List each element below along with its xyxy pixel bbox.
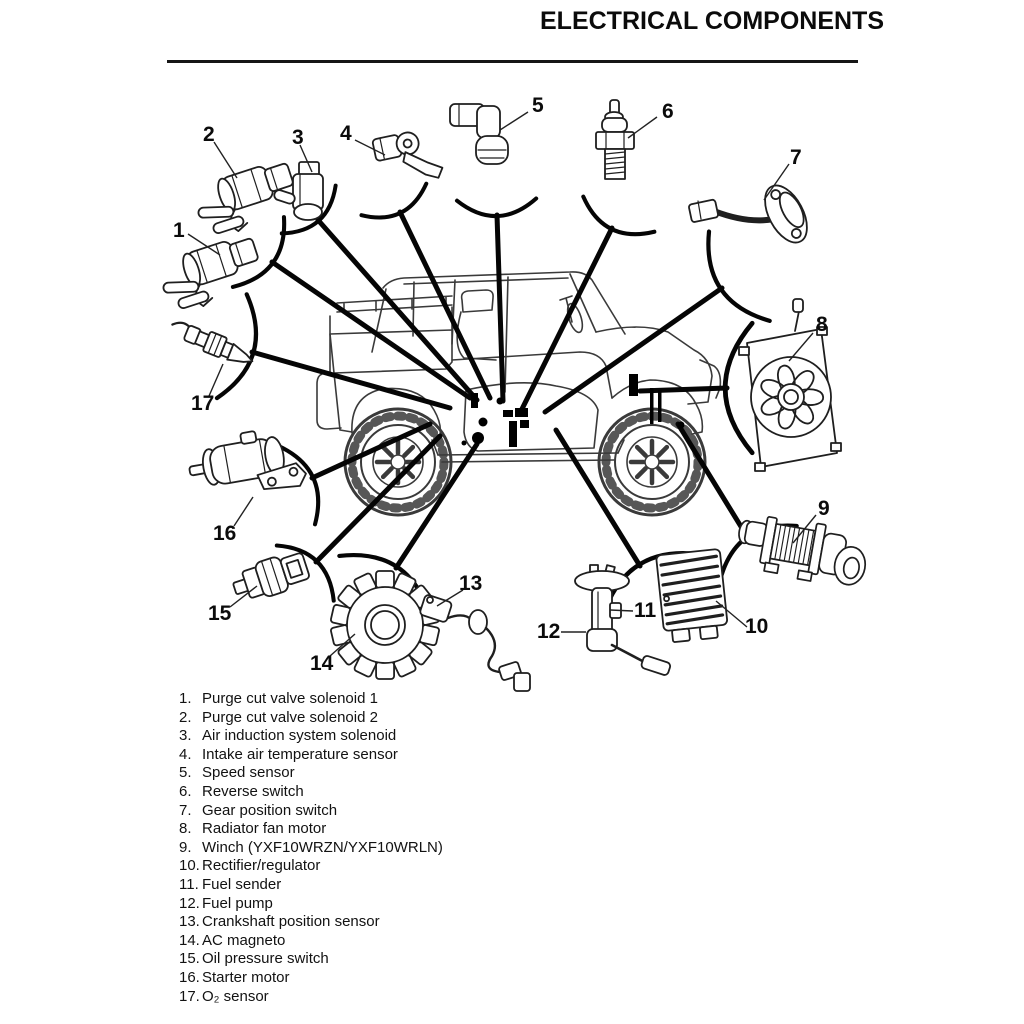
legend-item-7 <box>179 802 443 821</box>
legend-item-9 <box>179 839 443 858</box>
legend-item-2 <box>179 709 443 728</box>
legend-item-number: 11. <box>179 875 199 893</box>
legend-item-6 <box>179 783 443 802</box>
legend-item-label: AC magneto <box>202 931 286 949</box>
rectifier-regulator-illustration <box>656 549 729 643</box>
legend-item-label: Crankshaft position sensor <box>202 913 380 931</box>
callout-number-3: 3 <box>292 126 304 149</box>
legend-item-1 <box>179 690 443 709</box>
legend-item-label: Intake air temperature sensor <box>202 745 398 763</box>
legend-item-number: 14. <box>179 931 200 949</box>
legend-item-label: Speed sensor <box>202 764 295 782</box>
legend-item-11 <box>179 876 443 895</box>
page-title: ELECTRICAL COMPONENTS <box>540 7 884 35</box>
callout-number-16: 16 <box>213 522 237 545</box>
legend-item-label: Air induction system solenoid <box>202 727 397 745</box>
legend-item-label: Gear position switch <box>202 801 338 819</box>
legend-item-label: Rectifier/regulator <box>202 857 321 875</box>
legend-item-number: 17. <box>179 987 200 1005</box>
legend-item-number: 1. <box>179 690 192 707</box>
legend <box>179 690 443 1006</box>
callout-number-9: 9 <box>818 497 830 520</box>
legend-item-5 <box>179 764 443 783</box>
legend-item-4 <box>179 746 443 765</box>
callout-number-1: 1 <box>173 219 185 242</box>
starter-motor-illustration <box>185 423 308 504</box>
legend-item-number: 15. <box>179 950 200 968</box>
o2-sensor-illustration <box>167 317 256 369</box>
legend-item-label: Fuel pump <box>202 894 273 912</box>
legend-item-number: 16. <box>179 968 200 986</box>
legend-item-number: 12. <box>179 894 200 912</box>
legend-item-number: 5. <box>179 764 192 782</box>
legend-item-13 <box>179 913 443 932</box>
legend-item-14 <box>179 932 443 951</box>
legend-item-label: Purge cut valve solenoid 1 <box>202 690 378 707</box>
legend-item-number: 6. <box>179 782 192 800</box>
reverse-switch-illustration <box>596 100 634 179</box>
front-wheel <box>599 409 705 515</box>
legend-item-12 <box>179 895 443 914</box>
legend-item-number: 10. <box>179 857 200 875</box>
legend-item-8 <box>179 820 443 839</box>
speed-sensor-illustration <box>450 104 508 164</box>
legend-item-label: Radiator fan motor <box>202 820 327 838</box>
callout-number-15: 15 <box>208 602 232 625</box>
legend-item-label: Reverse switch <box>202 782 304 800</box>
legend-item-number: 4. <box>179 745 192 763</box>
legend-item-number: 3. <box>179 727 192 745</box>
legend-item-17 <box>179 988 443 1007</box>
legend-item-number: 13. <box>179 913 200 931</box>
legend-item-label: Oil pressure switch <box>202 950 329 968</box>
callout-number-12: 12 <box>537 620 561 643</box>
callout-number-2: 2 <box>203 123 215 146</box>
callout-number-5: 5 <box>532 94 544 117</box>
ac-magneto-illustration <box>330 571 530 691</box>
legend-item-label: Starter motor <box>202 968 290 986</box>
legend-item-number: 2. <box>179 708 192 726</box>
rear-wheel <box>345 409 451 515</box>
legend-item-label: Winch (YXF10WRZN/YXF10WRLN) <box>202 838 443 856</box>
legend-item-label: O₂ sensor <box>202 987 269 1005</box>
legend-item-15 <box>179 950 443 969</box>
callout-number-10: 10 <box>745 615 769 638</box>
legend-item-16 <box>179 969 443 988</box>
callout-number-14: 14 <box>310 652 334 675</box>
legend-item-number: 8. <box>179 820 192 838</box>
legend-item-label: Purge cut valve solenoid 2 <box>202 708 378 726</box>
callout-number-13: 13 <box>459 572 483 595</box>
callout-number-17: 17 <box>191 392 215 415</box>
callout-number-4: 4 <box>340 122 352 145</box>
legend-item-number: 9. <box>179 838 192 856</box>
callout-number-6: 6 <box>662 100 674 123</box>
callout-number-8: 8 <box>816 313 828 336</box>
callout-number-11: 11 <box>634 599 657 622</box>
fuel-pump-module-illustration <box>575 565 671 676</box>
callout-number-7: 7 <box>790 146 802 169</box>
legend-item-10 <box>179 857 443 876</box>
intake-air-temperature-sensor-illustration <box>372 127 444 190</box>
legend-item-label: Fuel sender <box>202 875 282 893</box>
legend-item-3 <box>179 727 443 746</box>
legend-item-number: 7. <box>179 801 192 819</box>
winch-illustration <box>733 510 871 590</box>
